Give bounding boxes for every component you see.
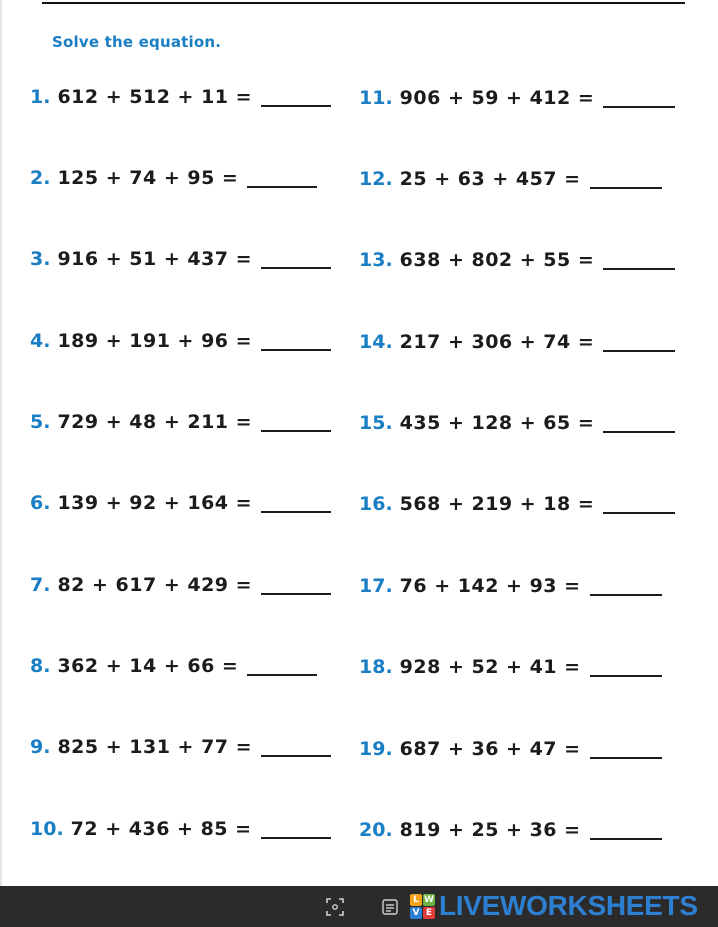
problem-2 xyxy=(30,163,317,193)
logo-letter: V xyxy=(410,907,422,919)
answer-blank[interactable] xyxy=(261,575,331,595)
problem-expression: 25 + 63 + 457 = xyxy=(399,168,581,190)
answer-blank[interactable] xyxy=(603,88,675,108)
problem-16 xyxy=(359,489,675,519)
problem-11 xyxy=(359,83,675,113)
problem-5 xyxy=(30,407,331,437)
problem-7 xyxy=(30,570,331,600)
problem-number: 1. xyxy=(30,86,51,108)
problem-number: 5. xyxy=(30,411,51,433)
answer-blank[interactable] xyxy=(261,249,331,269)
problem-number: 12. xyxy=(359,168,393,190)
problem-number: 14. xyxy=(359,331,393,353)
fullscreen-icon[interactable] xyxy=(325,897,345,917)
answer-blank[interactable] xyxy=(261,412,331,432)
problem-expression: 906 + 59 + 412 = xyxy=(399,87,595,109)
problem-number: 15. xyxy=(359,412,393,434)
answer-blank[interactable] xyxy=(261,493,331,513)
logo-letter: L xyxy=(410,894,422,906)
problem-expression: 435 + 128 + 65 = xyxy=(399,412,595,434)
problem-expression: 568 + 219 + 18 = xyxy=(399,493,595,515)
logo-text: LIVEWORKSHEETS xyxy=(439,890,698,921)
problem-18 xyxy=(359,652,662,682)
problem-17 xyxy=(359,571,662,601)
problem-1 xyxy=(30,82,331,112)
problem-expression: 916 + 51 + 437 = xyxy=(57,248,253,270)
problem-expression: 687 + 36 + 47 = xyxy=(399,738,581,760)
problem-12 xyxy=(359,164,662,194)
answer-blank[interactable] xyxy=(590,657,662,677)
answer-blank[interactable] xyxy=(590,169,662,189)
answer-blank[interactable] xyxy=(247,168,317,188)
answer-blank[interactable] xyxy=(261,737,331,757)
problem-15 xyxy=(359,408,675,438)
problem-number: 8. xyxy=(30,655,51,677)
logo-letter: W xyxy=(424,894,434,905)
problem-expression: 362 + 14 + 66 = xyxy=(57,655,239,677)
problem-expression: 82 + 617 + 429 = xyxy=(57,574,253,596)
problem-expression: 189 + 191 + 96 = xyxy=(57,330,253,352)
problem-4 xyxy=(30,326,331,356)
answer-blank[interactable] xyxy=(603,494,675,514)
problem-number: 6. xyxy=(30,492,51,514)
problem-number: 2. xyxy=(30,167,51,189)
problem-number: 19. xyxy=(359,738,393,760)
answer-blank[interactable] xyxy=(247,656,317,676)
answer-blank[interactable] xyxy=(590,739,662,759)
problem-expression: 612 + 512 + 11 = xyxy=(57,86,253,108)
problem-8 xyxy=(30,651,317,681)
problem-number: 3. xyxy=(30,248,51,270)
problem-number: 9. xyxy=(30,736,51,758)
logo-mark-icon xyxy=(410,894,435,919)
answer-blank[interactable] xyxy=(603,332,675,352)
problem-number: 4. xyxy=(30,330,51,352)
problem-number: 16. xyxy=(359,493,393,515)
problem-expression: 729 + 48 + 211 = xyxy=(57,411,253,433)
problem-number: 11. xyxy=(359,87,393,109)
problem-expression: 72 + 436 + 85 = xyxy=(70,818,252,840)
problem-number: 10. xyxy=(30,818,64,840)
answer-blank[interactable] xyxy=(261,331,331,351)
problem-3 xyxy=(30,244,331,274)
problem-9 xyxy=(30,732,331,762)
problem-number: 13. xyxy=(359,249,393,271)
logo-letter: E xyxy=(423,907,435,919)
answer-blank[interactable] xyxy=(261,87,331,107)
problem-expression: 819 + 25 + 36 = xyxy=(399,819,581,841)
menu-icon[interactable] xyxy=(380,897,400,917)
problem-19 xyxy=(359,734,662,764)
problem-number: 20. xyxy=(359,819,393,841)
problem-10 xyxy=(30,814,331,844)
problem-expression: 76 + 142 + 93 = xyxy=(399,575,581,597)
problem-14 xyxy=(359,327,675,357)
answer-blank[interactable] xyxy=(603,413,675,433)
problem-expression: 217 + 306 + 74 = xyxy=(399,331,595,353)
top-rule xyxy=(42,2,685,4)
problem-number: 17. xyxy=(359,575,393,597)
problem-number: 18. xyxy=(359,656,393,678)
problem-expression: 638 + 802 + 55 = xyxy=(399,249,595,271)
answer-blank[interactable] xyxy=(590,576,662,596)
answer-blank[interactable] xyxy=(590,820,662,840)
answer-blank[interactable] xyxy=(261,819,331,839)
problem-expression: 139 + 92 + 164 = xyxy=(57,492,253,514)
answer-blank[interactable] xyxy=(603,250,675,270)
problem-6 xyxy=(30,488,331,518)
problem-20 xyxy=(359,815,662,845)
liveworksheets-logo[interactable] xyxy=(410,888,698,924)
problem-expression: 825 + 131 + 77 = xyxy=(57,736,253,758)
problem-expression: 125 + 74 + 95 = xyxy=(57,167,239,189)
instruction-text: Solve the equation. xyxy=(52,33,222,51)
problem-expression: 928 + 52 + 41 = xyxy=(399,656,581,678)
problem-13 xyxy=(359,245,675,275)
problem-number: 7. xyxy=(30,574,51,596)
